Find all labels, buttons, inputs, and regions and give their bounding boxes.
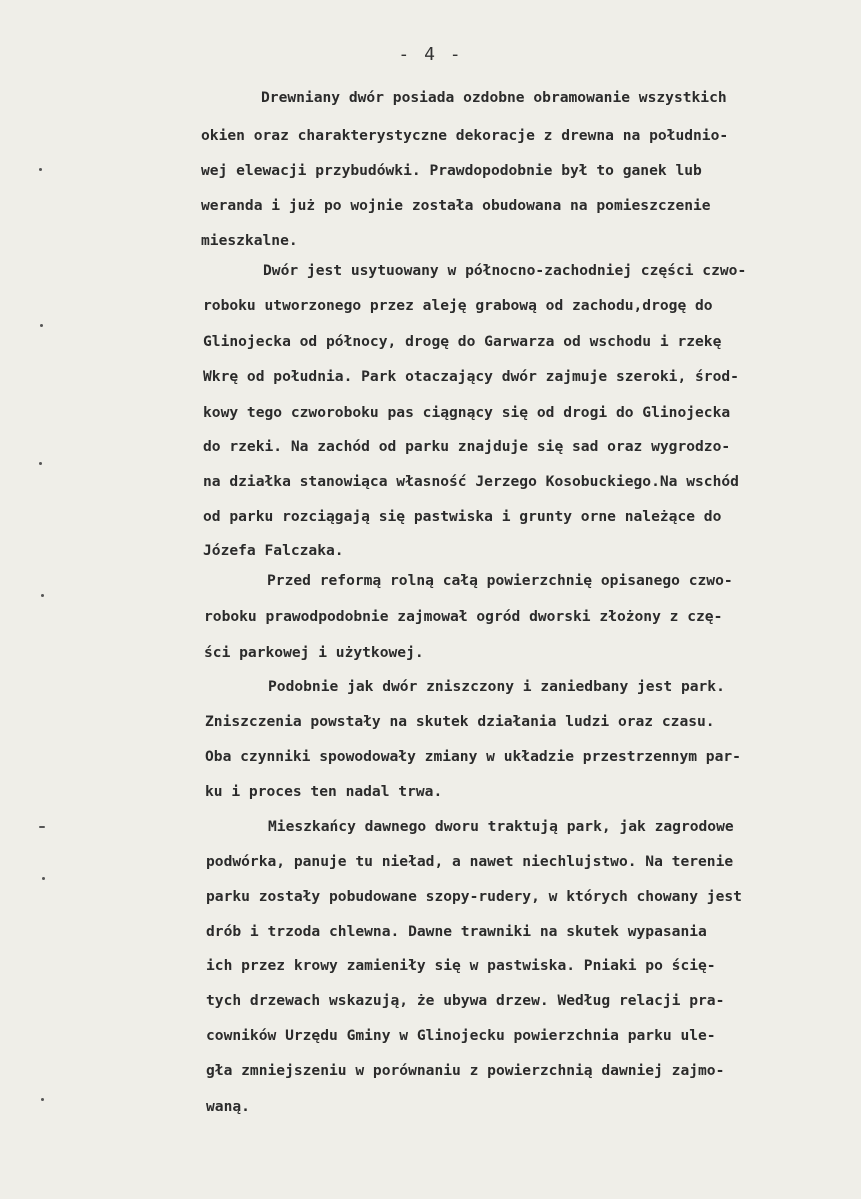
text-line: ku i proces ten nadal trwa. bbox=[205, 783, 443, 800]
text-line: roboku utworzonego przez aleję grabową od zachodu,drogę do bbox=[203, 297, 713, 314]
text-line: Mieszkańcy dawnego dworu traktują park, jak zagrodowe bbox=[268, 818, 734, 835]
text-line: Glinojecka od północy, drogę do Garwarza od wschodu i rzekę bbox=[203, 333, 722, 350]
text-line: ści parkowej i użytkowej. bbox=[204, 644, 424, 661]
scan-mark bbox=[40, 324, 43, 327]
text-line: roboku prawodpodobnie zajmował ogród dworski złożony z czę- bbox=[204, 608, 723, 625]
text-line: tych drzewach wskazują, że ubywa drzew. Według relacji pra- bbox=[206, 992, 725, 1009]
text-line: waną. bbox=[206, 1098, 250, 1115]
text-line: Józefa Falczaka. bbox=[203, 542, 344, 559]
scan-mark bbox=[39, 826, 45, 828]
text-line: Przed reformą rolną całą powierzchnię opisanego czwo- bbox=[267, 572, 733, 589]
text-line: Dwór jest usytuowany w północno-zachodniej części czwo- bbox=[263, 262, 747, 279]
text-line: parku zostały pobudowane szopy-rudery, w których chowany jest bbox=[206, 888, 742, 905]
text-line: Zniszczenia powstały na skutek działania ludzi oraz czasu. bbox=[205, 713, 715, 730]
text-line: Wkrę od południa. Park otaczający dwór zajmuje szeroki, środ- bbox=[203, 368, 739, 385]
text-line: drób i trzoda chlewna. Dawne trawniki na skutek wypasania bbox=[206, 923, 707, 940]
scan-mark bbox=[41, 1098, 44, 1101]
text-line: wej elewacji przybudówki. Prawdopodobnie był to ganek lub bbox=[201, 162, 702, 179]
text-line: weranda i już po wojnie została obudowana na pomieszczenie bbox=[201, 197, 711, 214]
scan-mark bbox=[39, 462, 42, 465]
text-line: od parku rozciągają się pastwiska i grunty orne należące do bbox=[203, 508, 722, 525]
text-line: gła zmniejszeniu w porównaniu z powierzchnią dawniej zajmo- bbox=[206, 1062, 725, 1079]
text-line: Podobnie jak dwór zniszczony i zaniedbany jest park. bbox=[268, 678, 725, 695]
scan-mark bbox=[39, 168, 42, 171]
text-line: mieszkalne. bbox=[201, 232, 298, 249]
text-line: Oba czynniki spowodowały zmiany w układzie przestrzennym par- bbox=[205, 748, 741, 765]
text-line: cowników Urzędu Gminy w Glinojecku powierzchnia parku ule- bbox=[206, 1027, 716, 1044]
text-line: podwórka, panuje tu nieład, a nawet niechlujstwo. Na terenie bbox=[206, 853, 734, 870]
text-line: na działka stanowiąca własność Jerzego Kosobuckiego.Na wschód bbox=[203, 473, 739, 490]
scan-mark bbox=[42, 877, 45, 880]
scan-mark bbox=[41, 594, 44, 597]
text-line: kowy tego czworoboku pas ciągnący się od drogi do Glinojecka bbox=[203, 404, 731, 421]
page-number: - 4 - bbox=[398, 44, 463, 65]
text-line: okien oraz charakterystyczne dekoracje z drewna na południo- bbox=[201, 127, 729, 144]
text-line: ich przez krowy zamieniły się w pastwiska. Pniaki po ścię- bbox=[206, 957, 716, 974]
text-line: do rzeki. Na zachód od parku znajduje się sad oraz wygrodzo- bbox=[203, 438, 731, 455]
text-line: Drewniany dwór posiada ozdobne obramowanie wszystkich bbox=[261, 89, 727, 106]
